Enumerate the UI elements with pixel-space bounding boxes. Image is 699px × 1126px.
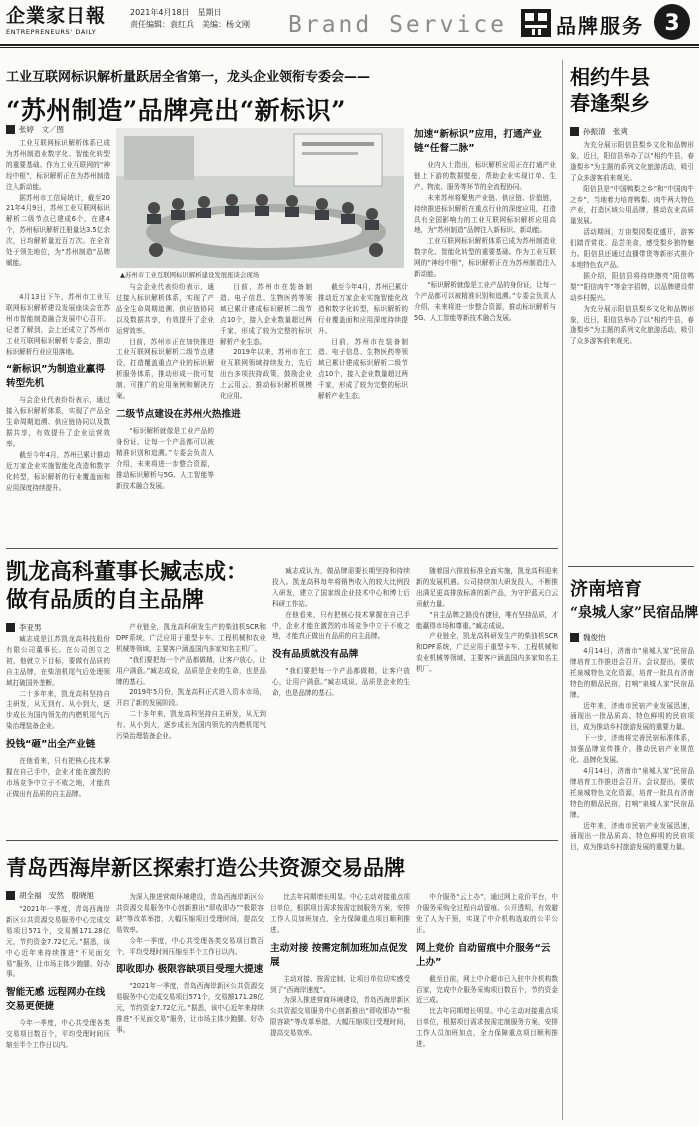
article-2-col-3 [272, 566, 410, 834]
article-2-para: 二十多年来，凯龙高科坚持自主研发，从无到有、从小到大，逐步成长为国内领先的内燃机尾气污染治理装备企业。 [6, 689, 110, 731]
article-2-para: “我们要把每一个产品都做精，让客户放心，让用户满意。”臧志成说，品质是企业的生命，也是品牌的基石。 [116, 655, 266, 686]
article-1-photo-caption: ▲苏州市工业互联网标识解析建设发展座谈会现场 [120, 271, 260, 279]
article-2-para: 在他看来，只有把核心技术掌握在自己手中，企业才能在激烈的市场竞争中立于不败之地，才能真正做出有品质的自主品牌。 [272, 610, 410, 641]
sidebar-2-byline-text: 魏俊怡 [583, 633, 606, 642]
page-number-badge [652, 2, 692, 42]
sidebar-1-byline-text: 孙振清 张爽 [583, 127, 628, 136]
sidebar-2-headline-2: “泉城人家”民宿品牌 [570, 605, 699, 621]
sidebar-1-body [570, 140, 694, 560]
masthead [0, 0, 699, 46]
article-3-headline: 青岛西海岸新区探索打造公共资源交易品牌 [6, 855, 405, 880]
article-3-col-4 [416, 892, 558, 1120]
divider [6, 548, 558, 549]
sidebar-2-header [570, 578, 699, 624]
article-1-para: 与会企业代表纷纷表示，通过接入标识解析体系，实现了产品全生命周期追溯、供应链协同以及数据共享，有效提升了企业运营效率。 [116, 283, 214, 335]
article-3-para: 比去年同期增长明显。中心主动对接重点项目单位，根据项目需求按需定制服务方案，安排工作人员加班加点，全力保障重点项目顺利推进。 [416, 1007, 558, 1049]
sidebar-1-headline-1: 相约牛县 [570, 65, 650, 89]
article-3-para: “2021年一季度，青岛西海岸新区公共资源交易服务中心完成交易项目571个，交易额171.28亿元，节约资金7.72亿元。”据悉，该中心近年来持续推进“不见面交易”服务，让市场主体少跑腿、好办事。 [116, 982, 264, 1035]
sidebar-1-byline [570, 126, 628, 137]
article-1-para: 据苏州市工信局统计，截至2021年4月9日，苏州工业互联网标识解析二级节点已建成6个，在建4个，苏州标识解析注册量达3.5亿余次，日均解析量近百万次。在全省处于领先地位，为“苏州制造”品牌赋能。 [6, 193, 110, 267]
article-2-para: 臧志成认为，做品牌需要长期坚持和持续投入。凯龙高科每年将销售收入的较大比例投入研发，建立了国家级企业技术中心和博士后科研工作站。 [272, 567, 410, 608]
article-1-byline [6, 124, 64, 135]
article-3-para: 中介服务“云上办”，通过网上竞价平台，中介服务采购全过程自动留痕、公开透明，有效避免了人为干预，实现了中介机构选取的公平公正。 [416, 893, 558, 934]
sidebar-2-byline [570, 632, 606, 643]
article-2-para: 随着国六排放标准全面实施，凯龙高科迎来新的发展机遇。公司持续加大研发投入，不断推出满足更高排放标准的新产品，为守护蓝天白云贡献力量。 [416, 567, 558, 608]
article-2-byline [6, 622, 42, 633]
article-1-col-1b [6, 292, 110, 542]
article-3-col-1 [6, 904, 110, 1120]
article-3-para: 为深入推进营商环境建设，青岛西海岸新区公共资源交易服务中心创新推出“即收即办”“极限容缺”等改革举措，大幅压缩项目受理时间，提高交易效率。 [270, 996, 410, 1038]
sidebar-2-headline-1: 济南培育 [570, 579, 642, 600]
issue-editors: 责任编辑：袁红兵 美编：杨文刚 [130, 20, 250, 29]
article-1-byline-text: 张婷 文／图 [19, 125, 64, 134]
article-3-para: 比去年同期增长明显。中心主动对接重点项目单位，根据项目需求按需定制服务方案，安排工作人员加班加点，全力保障重点项目顺利推进。 [270, 893, 410, 934]
article-1-subhead-2: 二级节点建设在苏州火热推进 [116, 408, 241, 420]
page-number: 3 [664, 11, 680, 36]
article-1-para: 与会企业代表纷纷表示，通过接入标识解析体系，实现了产品全生命周期追溯、供应链协同以及数据共享，有效提升了企业运营效率。 [6, 396, 110, 449]
article-1-para: 目前，苏州市正在加快推进工业互联网标识解析二级节点建设，打造覆盖重点产业的标识解析服务体系，推动形成一批可复制、可推广的应用案例和解决方案。 [116, 337, 214, 401]
sidebar-2-para: 近年来，济南市民宿产业发展迅速，涌现出一批品质高、特色鲜明的民宿项目，成为推动乡村旅游发展的重要力量。 [570, 821, 694, 852]
article-1-headline: “苏州制造”品牌亮出“新标识” [6, 96, 347, 125]
article-1-para: 未来苏州将聚焦产业链、供应链、价值链，持续推进标识解析在重点行业的深度应用，打造具有全国影响力的工业互联网标识解析应用高地，为“苏州制造”品牌注入新标识、新动能。 [414, 193, 556, 235]
article-2-para: 臧志成是江苏凯龙高科技股份有限公司董事长。在公司创立之初，他就立下目标，要做有品质的自主品牌，在柴油机尾气后处理领域打破国外垄断。 [6, 635, 110, 687]
sidebar-1-para: 为充分展示阳信县梨乡文化和品牌形象，近日，阳信县举办了以“相约牛县，春逢梨乡”为主题的系列文化旅游活动，吸引了众多游客前来观光。 [570, 304, 694, 346]
section-title-cn: 品牌服务 [556, 14, 644, 38]
article-2-para: “我们要把每一个产品都做精，让客户放心，让用户满意。”臧志成说，品质是企业的生命，也是品牌的基石。 [272, 667, 410, 698]
sidebar-1-para: 阳信县是“中国鸭梨之乡”和“中国肉牛之乡”，当地着力培育鸭梨、肉牛两大特色产业，打造区域公用品牌，推动农业高质量发展。 [570, 184, 694, 226]
byline-marker-icon [6, 891, 15, 900]
byline-marker-icon [6, 623, 15, 632]
article-3-subhead-4: 网上竞价 自动留痕中介服务“云上办” [416, 942, 551, 968]
article-3-col-3 [270, 892, 410, 1120]
sidebar-1-headline-2: 春逢梨乡 [570, 91, 650, 115]
article-2-header [6, 558, 306, 614]
article-3-para: “2021年一季度，青岛西海岸新区公共资源交易服务中心完成交易项目571个，交易额171.28亿元，节约资金7.72亿元。”据悉，该中心近年来持续推进“不见面交易”服务，让市场主体少跑腿、好办事。 [6, 905, 110, 979]
article-2-byline-text: 李亚男 [19, 623, 42, 632]
masthead-rule-thin [0, 47, 699, 48]
article-1-col-2 [116, 282, 241, 544]
article-3-para: 今年一季度，中心共受理各类交易项目数百个，平均受理时间压缩至半个工作日以内。 [116, 936, 264, 956]
divider [6, 840, 558, 841]
article-3-para: 截至目前，网上中介超市已入驻中介机构数百家，完成中介服务采购项目数百个，节约资金近三成。 [416, 974, 558, 1005]
article-1-para: “标识解析就像是工业产品的身份证，让每一个产品都可以被精准识别和追溯。”专委会负责人介绍，未来将进一步整合资源，推动标识解析与5G、人工智能等新技术融合发展。 [414, 280, 556, 322]
article-2-para: 产业链全，凯龙高科研发生产的柴油机SCR和DPF系统，广泛应用于重型卡车、工程机械和农业机械等领域，主要客户涵盖国内多家知名主机厂。 [116, 623, 266, 653]
sidebar-1-para: 为充分展示阳信县梨乡文化和品牌形象，近日，阳信县举办了以“相约牛县，春逢梨乡”为主题的系列文化旅游活动，吸引了众多游客前来观光。 [570, 141, 694, 182]
sidebar-2-para: 下一步，济南将完善民宿标准体系，加强品牌宣传推介，推动民宿产业规范化、品牌化发展。 [570, 734, 694, 765]
article-1-para: 截至今年4月，苏州已累计推动近万家企业实施智能化改造和数字化转型，标识解析的行业覆盖面和应用深度持续提升。 [318, 283, 408, 335]
article-3-subhead-3: 主动对接 按需定制加班加点促发展 [270, 942, 408, 968]
article-3-subhead-1: 智能无感 远程网办在线交易更便捷 [6, 987, 106, 1013]
article-3-header [6, 852, 558, 882]
article-1-para: 目前，苏州市在装备制造、电子信息、生物医药等领域已累计建成标识解析二级节点10个，接入企业数量超过两千家，形成了较为完整的标识解析产业生态。 [220, 283, 312, 346]
byline-marker-icon [570, 633, 579, 642]
sidebar-divider [562, 60, 563, 1120]
sidebar-2-body [570, 646, 694, 1120]
article-2-para: 产业链全，凯龙高科研发生产的柴油机SCR和DPF系统，广泛应用于重型卡车、工程机械和农业机械等领域，主要客户涵盖国内多家知名主机厂。 [416, 632, 558, 674]
article-2-subhead-1: 投钱“砸”出全产业链 [6, 739, 96, 751]
logo-en: ENTREPRENEURS' DAILY [6, 28, 97, 36]
byline-marker-icon [6, 125, 15, 134]
sidebar-1-header [570, 64, 694, 116]
sidebar-2-para: 近年来，济南市民宿产业发展迅速，涌现出一批品质高、特色鲜明的民宿项目，成为推动乡村旅游发展的重要力量。 [570, 701, 694, 732]
article-3-col-2 [116, 892, 264, 1120]
article-1-para: 4月13日下午，苏州市工业互联网标识解析建设发展座谈会在苏州市智能制造融合发展中心召开。记者了解到，会上还成立了苏州市工业互联网标识解析专委会，推动标识解析行业应用落地。 [6, 293, 110, 356]
article-3-byline [6, 890, 94, 901]
brand-service-icon [520, 8, 552, 38]
article-2-col-4 [416, 566, 558, 834]
article-2-col-1 [6, 634, 110, 834]
article-2-para: 2019年5月份，凯龙高科正式进入资本市场，开启了新的发展阶段。 [116, 688, 266, 708]
article-2-col-2 [116, 622, 266, 834]
article-1-para: 工业互联网标识解析体系已成为苏州制造业数字化、智能化转型的重要基础。作为工业互联网的“神经中枢”，标识解析正在为苏州制造注入新动能。 [414, 237, 556, 279]
article-1-kicker: 工业互联网标识解析量跃居全省第一，龙头企业领衔专委会—— [6, 70, 371, 85]
article-2-para: “自主品牌之路没有捷径，唯有坚持品质，才能赢得市场和尊重。”臧志成说。 [416, 610, 558, 630]
article-2-para: 在他看来，只有把核心技术掌握在自己手中，企业才能在激烈的市场竞争中立于不败之地，才能真正做出有品质的自主品牌。 [6, 757, 110, 798]
article-1-para: 业内人士指出，标识解析应用正在打通产业链上下游的数据壁垒，帮助企业实现订单、生产、物流、服务等环节的全流程协同。 [414, 161, 556, 191]
article-1-para: 截至今年4月，苏州已累计推动近万家企业实施智能化改造和数字化转型，标识解析的行业覆盖面和应用深度持续提升。 [6, 450, 110, 492]
article-1-subhead-3: 加速“新标识”应用，打通产业链“任督二脉” [414, 129, 542, 154]
newspaper-logo [6, 4, 124, 40]
article-1-subhead-1: “新标识”为制造业赢得转型先机 [6, 364, 105, 390]
byline-marker-icon [570, 127, 579, 136]
sidebar-2-para: 4月14日，济南市“泉城人家”民宿品牌培育工作推进会召开。会议提出，要依托泉城特色文化资源，培育一批具有济南特色的精品民宿，打响“泉城人家”民宿品牌。 [570, 647, 694, 699]
issue-date: 2021年4月18日 星期日 [130, 8, 222, 17]
article-3-para: 今年一季度，中心共受理各类交易项目数百个，平均受理时间压缩至半个工作日以内。 [6, 1019, 110, 1050]
sidebar-2-para: 4月14日，济南市“泉城人家”民宿品牌培育工作推进会召开。会议提出，要依托泉城特色文化资源，培育一批具有济南特色的精品民宿，打响“泉城人家”民宿品牌。 [570, 766, 694, 819]
article-1-col-3 [220, 282, 312, 544]
article-1-para: “标识解析就像是工业产品的身份证，让每一个产品都可以被精准识别和追溯。”专委会负责人介绍，未来将进一步整合资源，推动标识解析与5G、人工智能等新技术融合发展。 [116, 426, 214, 490]
article-1-col-1 [6, 138, 110, 288]
logo-cn: 企業家日報 [6, 5, 107, 27]
divider [568, 566, 694, 567]
article-2-subhead-2: 没有品质就没有品牌 [272, 649, 359, 661]
section-title-en: Brand Service [288, 12, 508, 38]
article-2-para: 二十多年来，凯龙高科坚持自主研发，从无到有、从小到大，逐步成长为国内领先的内燃机尾气污染治理装备企业。 [116, 710, 266, 741]
article-1-col-5 [414, 128, 556, 544]
article-1-para: 工业互联网标识解析体系已成为苏州制造业数字化、智能化转型的重要基础。作为工业互联网的“神经中枢”，标识解析正在为苏州制造注入新动能。 [6, 139, 110, 191]
sidebar-1-para: 据介绍，阳信县将持续擦亮“阳信鸭梨”“阳信肉牛”等金字招牌，以品牌建设带动乡村振兴。 [570, 271, 694, 302]
sidebar-1-para: 活动期间，万亩梨园梨花盛开，游客们踏青赏花、品尝美食，感受梨乡独特魅力。阳信县还通过直播带货等新形式推介本地特色农产品。 [570, 228, 694, 269]
issue-meta [130, 7, 250, 31]
article-2-headline-1: 凯龙高科董事长臧志成： [6, 559, 249, 585]
article-1-para: 目前，苏州市在装备制造、电子信息、生物医药等领域已累计建成标识解析二级节点10个，接入企业数量超过两千家，形成了较为完整的标识解析产业生态。 [318, 337, 408, 401]
article-2-headline-2: 做有品质的自主品牌 [6, 587, 205, 613]
article-1-para: 2019年以来，苏州市在工业互联网领域持续发力，先后出台多项扶持政策，鼓励企业上云用云、推动标识解析规模化应用。 [220, 348, 312, 401]
article-3-subhead-2: 即收即办 极限容缺项目受理大提速 [116, 964, 264, 976]
article-1-header [6, 66, 556, 127]
article-1-col-4 [318, 128, 408, 544]
article-3-byline-text: 胡全福 安然 殷晓旭 [19, 891, 94, 900]
article-3-para: 主动对接、按需定制，让项目单位切实感受到了“西海岸速度”。 [270, 974, 410, 994]
masthead-rule [0, 44, 699, 46]
article-3-para: 为深入推进营商环境建设，青岛西海岸新区公共资源交易服务中心创新推出“即收即办”“极限容缺”等改革举措，大幅压缩项目受理时间，提高交易效率。 [116, 893, 264, 934]
